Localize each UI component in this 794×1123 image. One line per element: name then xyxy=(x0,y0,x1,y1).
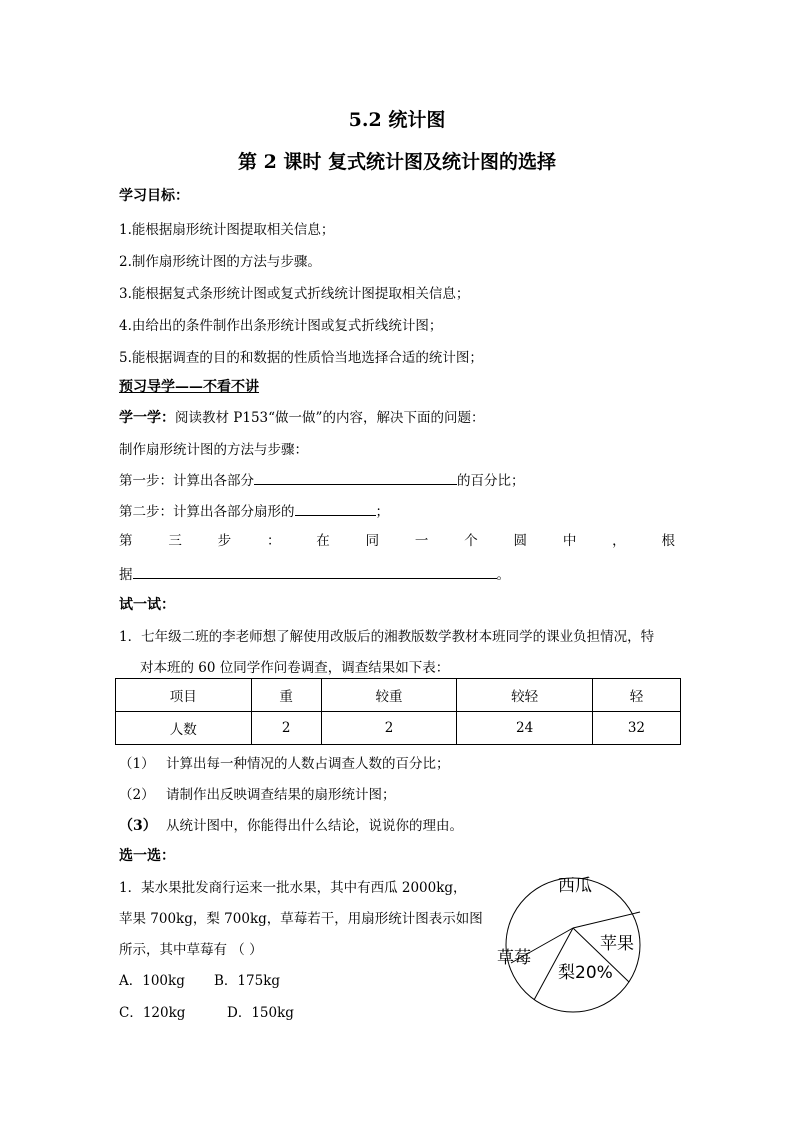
learn-label: 学一学： xyxy=(119,410,175,426)
step3-char: 一 xyxy=(414,533,429,549)
step3-line2 xyxy=(119,563,510,583)
step3-char: 个 xyxy=(464,533,478,549)
table-cell: 项目 xyxy=(116,679,252,712)
step2-blank[interactable] xyxy=(295,501,376,516)
preview-heading: 预习导学——不看不讲 xyxy=(119,379,259,395)
step3-line2-suffix: 。 xyxy=(496,567,510,583)
sub-question-2 xyxy=(119,783,396,803)
try-q1-line1: 1．七年级二班的李老师想了解使用改版后的湘教版数学教材本班同学的课业负担情况，特 xyxy=(119,629,655,645)
step3-char: 第 xyxy=(119,533,133,549)
table-cell: 较轻 xyxy=(457,679,593,712)
method-title: 制作扇形统计图的方法与步骤： xyxy=(119,442,308,458)
objective-item-4: 4.由给出的条件制作出条形统计图或复式折线统计图； xyxy=(119,318,443,334)
objective-item-1: 1.能根据扇形统计图提取相关信息； xyxy=(119,222,335,238)
step3-char: 同 xyxy=(365,533,380,549)
step3-char: ： xyxy=(266,533,281,549)
step3-char: 三 xyxy=(168,533,182,549)
select-q1-line3: 所示，其中草莓有 （ ） xyxy=(119,942,263,958)
table-cell: 32 xyxy=(592,712,680,745)
pie-label-apple: 苹果 xyxy=(600,934,634,954)
objective-item-5: 5.能根据调查的目的和数据的性质恰当地选择合适的统计图； xyxy=(119,350,483,366)
try-heading: 试一试： xyxy=(119,597,175,613)
sub-question-number: （2） xyxy=(119,787,155,803)
table-cell: 轻 xyxy=(592,679,680,712)
step1-blank[interactable] xyxy=(254,470,457,485)
step1-prefix: 第一步：计算出各部分 xyxy=(119,473,254,489)
step3-line xyxy=(119,529,675,549)
step1-line xyxy=(119,469,525,489)
option-b[interactable]: B．175kg xyxy=(214,973,281,989)
step2-prefix: 第二步：计算出各部分扇形的 xyxy=(119,504,295,520)
learn-line xyxy=(119,406,484,427)
objective-item-3: 3.能根据复式条形统计图或复式折线统计图提取相关信息； xyxy=(119,286,470,302)
table-row xyxy=(116,712,681,745)
sub-question-text: 请制作出反映调查结果的扇形统计图； xyxy=(166,787,396,803)
pie-label-strawberry: 草莓 xyxy=(497,948,531,968)
step3-char: 圆 xyxy=(513,533,527,549)
objectives-heading: 学习目标： xyxy=(119,188,189,204)
lesson-subtitle: 第 2 课时 复式统计图及统计图的选择 xyxy=(237,151,557,173)
table-header-row xyxy=(116,679,681,712)
step3-char: ， xyxy=(612,533,626,549)
table-cell: 24 xyxy=(457,712,593,745)
step3-char: 步 xyxy=(217,533,232,549)
page-title: 5.2 统计图 xyxy=(348,109,446,131)
step2-line xyxy=(119,500,389,520)
fruit-pie-chart xyxy=(488,860,658,1030)
step2-suffix: ； xyxy=(375,504,389,520)
pie-label-pear: 梨20% xyxy=(558,963,613,983)
step3-char: 根 xyxy=(661,533,675,549)
sub-question-number: （1） xyxy=(119,756,155,772)
select-heading: 选一选： xyxy=(119,848,175,864)
pie-label-watermelon: 西瓜 xyxy=(558,876,592,896)
sub-question-text: 计算出每一种情况的人数占调查人数的百分比； xyxy=(166,756,450,772)
objective-item-2: 2.制作扇形统计图的方法与步骤。 xyxy=(119,254,321,270)
sub-question-text: 从统计图中，你能得出什么结论，说说你的理由。 xyxy=(166,818,463,834)
select-q1-line1: 1．某水果批发商行运来一批水果，其中有西瓜 2000kg， xyxy=(119,880,467,896)
try-q1-line2: 对本班的 60 位同学作问卷调查，调查结果如下表： xyxy=(140,660,450,676)
table-cell: 人数 xyxy=(116,712,252,745)
sub-question-number: （3） xyxy=(119,818,157,834)
option-row-2 xyxy=(119,1001,294,1021)
option-row-1 xyxy=(119,969,280,989)
table-cell: 2 xyxy=(251,712,321,745)
table-cell: 2 xyxy=(321,712,457,745)
select-q1-line2: 苹果 700kg，梨 700kg，草莓若干，用扇形统计图表示如图 xyxy=(119,911,483,927)
sub-question-3 xyxy=(119,814,463,835)
option-d[interactable]: D．150kg xyxy=(227,1005,294,1021)
learn-text: 阅读教材 P153“做一做”的内容，解决下面的问题： xyxy=(175,410,485,426)
step3-char: 在 xyxy=(316,533,330,549)
table-cell: 重 xyxy=(251,679,321,712)
step3-char: 中 xyxy=(562,533,577,549)
step3-blank[interactable] xyxy=(133,564,497,579)
option-c[interactable]: C．120kg xyxy=(119,1005,186,1021)
survey-table xyxy=(115,678,681,745)
sub-question-1 xyxy=(119,752,450,772)
table-cell: 较重 xyxy=(321,679,457,712)
option-a[interactable]: A．100kg xyxy=(119,973,185,989)
step1-suffix: 的百分比； xyxy=(457,473,525,489)
step3-line2-prefix: 据 xyxy=(119,567,133,583)
pie-slice-divider xyxy=(573,912,640,928)
